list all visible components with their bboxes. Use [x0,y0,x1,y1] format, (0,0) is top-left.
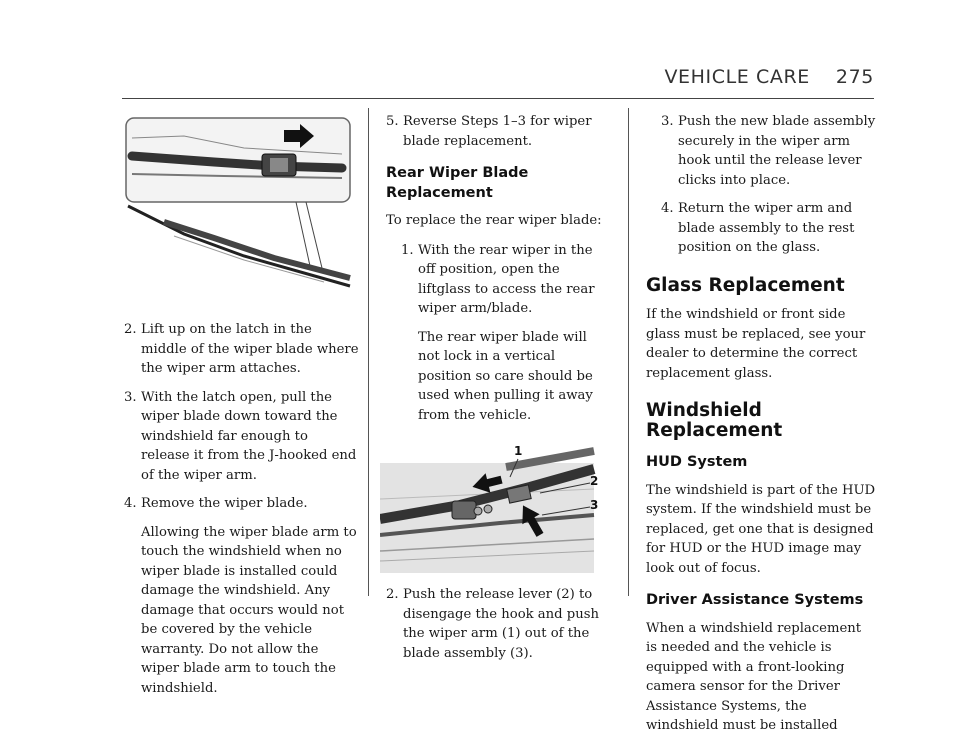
rear-wiper-note: The rear wiper blade will not lock in a vertical position so care should be used when pulling it away from the vehicle. [418,329,593,423]
hud-system-heading: HUD System [646,454,748,470]
rear-step-2: 2. Push the release lever (2) to disengage the hook and push the wiper arm (1) out of the blade assembly (3). [386,587,599,661]
caution-note: Allowing the wiper blade arm to touch the windshield when no wiper blade is installed could damage the windshield. Any damage that occurs would not be covered by the vehicle warranty. Do not allow the wiper blade arm to touch the windshield. [141,524,357,696]
section-title: VEHICLE CARE [664,66,810,88]
step-3-pull-blade: 3. With the latch open, pull the wiper blade down toward the windshield far enough to release it from the J-hooked end of the wiper arm. [124,389,357,483]
glass-replacement-text: If the windshield or front side glass must be replaced, see your dealer to determine the correct replacement glass. [646,307,866,381]
glass-replacement-heading: Glass Replacement [646,274,845,296]
rear-step-3: 3. Push the new blade assembly securely in the wiper arm hook until the release lever clicks into place. [661,114,876,188]
column-2 [386,112,610,672]
page-number: 275 [835,66,874,88]
windshield-replacement-heading: Windshield Replacement [646,400,783,441]
step-2-lift-latch: 2. Lift up on the latch in the middle of the wiper blade where the wiper arm attaches. [124,322,359,376]
driver-assistance-heading: Driver Assistance Systems [646,592,864,608]
header-rule [122,98,874,99]
column-divider-1 [368,108,369,596]
rear-step-4: 4. Return the wiper arm and blade assembly to the rest position on the glass. [661,201,855,255]
rear-wiper-intro: To replace the rear wiper blade: [386,213,602,228]
step-4-remove-blade: 4. Remove the wiper blade. [124,496,308,511]
rear-step-1: 1. With the rear wiper in the off position, open the liftglass to access the rear wiper arm/blade. [401,242,595,316]
column-divider-2 [628,108,629,596]
driver-assistance-text: When a windshield replacement is needed and the vehicle is equipped with a front-looking camera sensor for the Driver Assistance Systems, the windshield must be installed [646,620,862,733]
callout-3: 3 [590,498,599,512]
callout-1: 1 [514,444,523,458]
rear-wiper-illustration [380,439,602,575]
rear-wiper-heading: Rear Wiper Blade Replacement [386,165,529,201]
column-3 [646,112,876,746]
hud-system-text: The windshield is part of the HUD system. If the windshield must be replaced, get one that is designed for HUD or the HUD image may look out of focus. [646,482,876,576]
column-1 [124,112,360,707]
wiper-latch-illustration [124,116,356,298]
running-head [664,66,874,88]
callout-2: 2 [590,474,599,488]
step-5-reverse: 5. Reverse Steps 1–3 for wiper blade replacement. [386,114,592,149]
